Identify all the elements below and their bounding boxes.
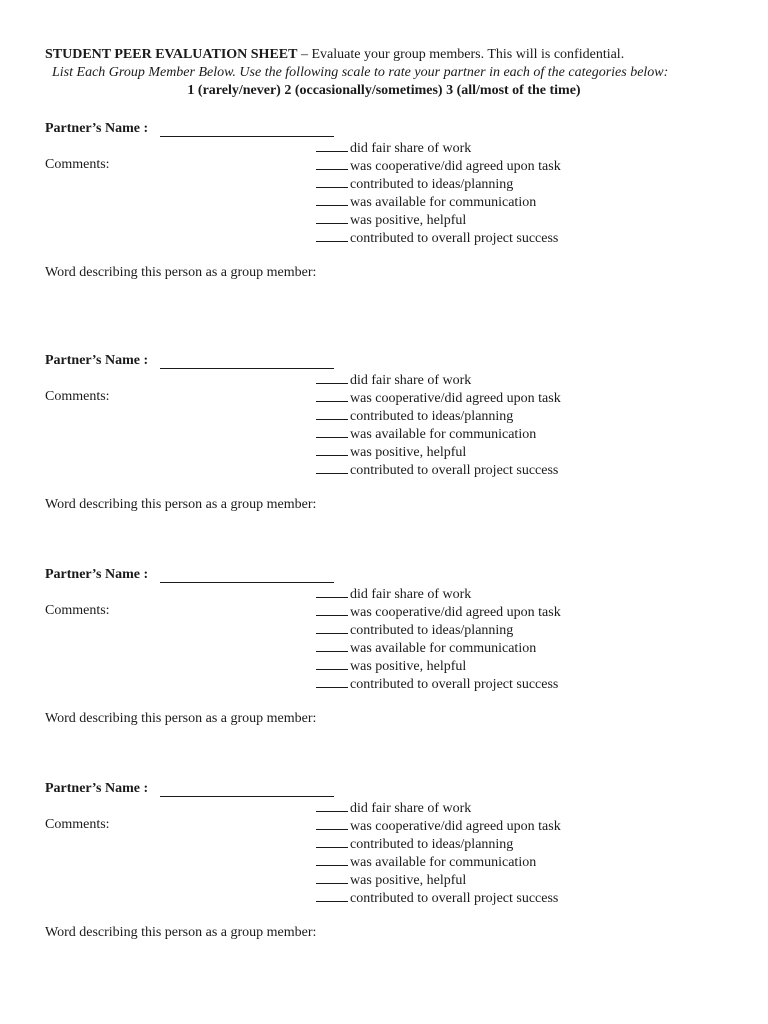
criterion-label: contributed to overall project success [350,231,559,246]
rating-criteria-list [316,139,561,247]
rating-criterion [316,835,561,853]
criterion-label: was positive, helpful [350,659,467,674]
criterion-label: was positive, helpful [350,445,467,460]
criterion-label: was positive, helpful [350,213,467,228]
criterion-label: contributed to overall project success [350,891,559,906]
criterion-label: contributed to overall project success [350,463,559,478]
rating-blank[interactable] [316,657,348,670]
partner-name-field[interactable] [160,368,334,369]
sheet-title: STUDENT PEER EVALUATION SHEET [45,47,298,62]
comments-label: Comments: [45,389,110,404]
sheet-header [45,47,624,63]
rating-blank[interactable] [316,799,348,812]
rating-criteria-list [316,585,561,693]
partner-name-field[interactable] [160,796,334,797]
rating-blank[interactable] [316,621,348,634]
rating-blank[interactable] [316,853,348,866]
comments-label: Comments: [45,817,110,832]
rating-criterion [316,621,561,639]
criterion-label: was positive, helpful [350,873,467,888]
rating-criterion [316,371,561,389]
rating-criteria-list [316,371,561,479]
rating-criterion [316,639,561,657]
criterion-label: was available for communication [350,855,537,870]
partner-name-field[interactable] [160,582,334,583]
rating-criterion [316,799,561,817]
criterion-label: was available for communication [350,641,537,656]
rating-criterion [316,675,561,693]
criterion-label: contributed to overall project success [350,677,559,692]
rating-criterion [316,461,561,479]
rating-blank[interactable] [316,603,348,616]
rating-criterion [316,211,561,229]
criterion-label: was cooperative/did agreed upon task [350,391,561,406]
partner-name-label: Partner’s Name : [45,121,149,136]
criterion-label: contributed to ideas/planning [350,177,514,192]
rating-blank[interactable] [316,157,348,170]
comments-label: Comments: [45,157,110,172]
rating-blank[interactable] [316,407,348,420]
rating-blank[interactable] [316,371,348,384]
rating-criterion [316,229,561,247]
rating-blank[interactable] [316,443,348,456]
rating-criterion [316,889,561,907]
rating-blank[interactable] [316,675,348,688]
rating-criterion [316,443,561,461]
criterion-label: contributed to ideas/planning [350,623,514,638]
criterion-label: was cooperative/did agreed upon task [350,159,561,174]
rating-blank[interactable] [316,889,348,902]
rating-blank[interactable] [316,229,348,242]
partner-block [0,121,768,301]
rating-blank[interactable] [316,835,348,848]
word-description-label: Word describing this person as a group member: [45,925,317,940]
criterion-label: did fair share of work [350,587,472,602]
criterion-label: was cooperative/did agreed upon task [350,605,561,620]
partner-name-label: Partner’s Name : [45,567,149,582]
criterion-label: did fair share of work [350,801,472,816]
rating-blank[interactable] [316,639,348,652]
rating-criterion [316,193,561,211]
rating-criterion [316,603,561,621]
rating-scale: 1 (rarely/never) 2 (occasionally/sometimes) 3 (all/most of the time) [187,83,581,98]
rating-blank[interactable] [316,461,348,474]
rating-criterion [316,871,561,889]
criterion-label: did fair share of work [350,141,472,156]
criterion-label: contributed to ideas/planning [350,409,514,424]
rating-criterion [316,139,561,157]
rating-criterion [316,853,561,871]
criterion-label: was cooperative/did agreed upon task [350,819,561,834]
rating-blank[interactable] [316,175,348,188]
criterion-label: contributed to ideas/planning [350,837,514,852]
rating-blank[interactable] [316,817,348,830]
rating-criterion [316,425,561,443]
word-description-label: Word describing this person as a group member: [45,497,317,512]
sheet-subtitle: – Evaluate your group members. This will is confidential. [297,47,625,62]
criterion-label: was available for communication [350,195,537,210]
rating-blank[interactable] [316,389,348,402]
comments-label: Comments: [45,603,110,618]
rating-blank[interactable] [316,425,348,438]
rating-criterion [316,817,561,835]
rating-blank[interactable] [316,193,348,206]
rating-blank[interactable] [316,211,348,224]
word-description-label: Word describing this person as a group member: [45,711,317,726]
rating-criterion [316,175,561,193]
partner-block [0,567,768,747]
criterion-label: was available for communication [350,427,537,442]
word-description-label: Word describing this person as a group member: [45,265,317,280]
partner-name-field[interactable] [160,136,334,137]
rating-blank[interactable] [316,139,348,152]
rating-criteria-list [316,799,561,907]
sheet-instruction: List Each Group Member Below. Use the following scale to rate your partner in each of the categories below: [52,65,669,80]
rating-criterion [316,585,561,603]
partner-block [0,781,768,961]
rating-criterion [316,389,561,407]
criterion-label: did fair share of work [350,373,472,388]
rating-criterion [316,407,561,425]
rating-criterion [316,157,561,175]
partner-name-label: Partner’s Name : [45,781,149,796]
rating-criterion [316,657,561,675]
partner-name-label: Partner’s Name : [45,353,149,368]
rating-blank[interactable] [316,871,348,884]
rating-blank[interactable] [316,585,348,598]
partner-block [0,353,768,533]
